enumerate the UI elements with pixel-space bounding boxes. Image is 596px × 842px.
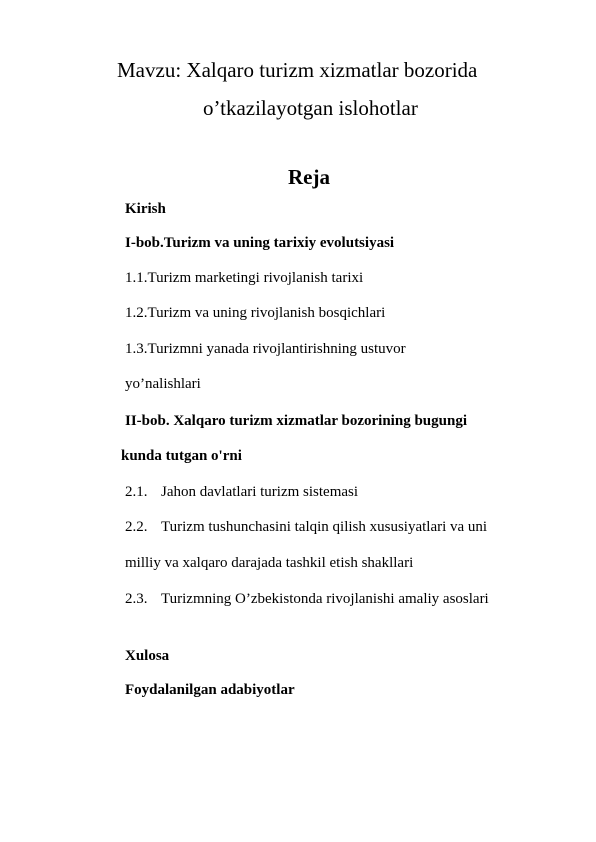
- toc-section-2-1: Jahon davlatlari turizm sistemasi: [161, 484, 359, 500]
- toc-conclusion: Xulosa: [125, 648, 170, 664]
- toc-chapter-1: I-bob.Turizm va uning tarixiy evolutsiyasi: [125, 235, 395, 251]
- toc-section-2-3: Turizmning O’zbekistonda rivojlanishi amaliy asoslari: [161, 591, 489, 607]
- toc-section-2-1-number: 2.1.: [125, 484, 148, 500]
- toc-references: Foydalanilgan adabiyotlar: [125, 682, 295, 698]
- toc-section-2-2-number: 2.2.: [125, 519, 148, 535]
- toc-section-1-3-line-2: yo’nalishlari: [125, 376, 201, 392]
- document-title-line-1: Mavzu: Xalqaro turizm xizmatlar bozorida: [117, 58, 478, 82]
- plan-heading: Reja: [288, 165, 330, 189]
- toc-chapter-2-line-2: kunda tutgan o'rni: [121, 448, 242, 464]
- toc-section-1-2: 1.2.Turizm va uning rivojlanish bosqichlari: [125, 305, 386, 321]
- toc-section-1-1: 1.1.Turizm marketingi rivojlanish tarixi: [125, 270, 364, 286]
- toc-section-2-2-line-1: Turizm tushunchasini talqin qilish xususiyatlari va uni: [161, 519, 488, 535]
- toc-section-2-2-line-2: milliy va xalqaro darajada tashkil etish shakllari: [125, 555, 414, 571]
- toc-section-2-3-number: 2.3.: [125, 591, 148, 607]
- toc-chapter-2-line-1: II-bob. Xalqaro turizm xizmatlar bozorining bugungi: [125, 413, 467, 429]
- toc-intro: Kirish: [125, 201, 166, 217]
- document-title-line-2: o’tkazilayotgan islohotlar: [203, 96, 418, 120]
- toc-section-1-3-line-1: 1.3.Turizmni yanada rivojlantirishning ustuvor: [125, 341, 406, 357]
